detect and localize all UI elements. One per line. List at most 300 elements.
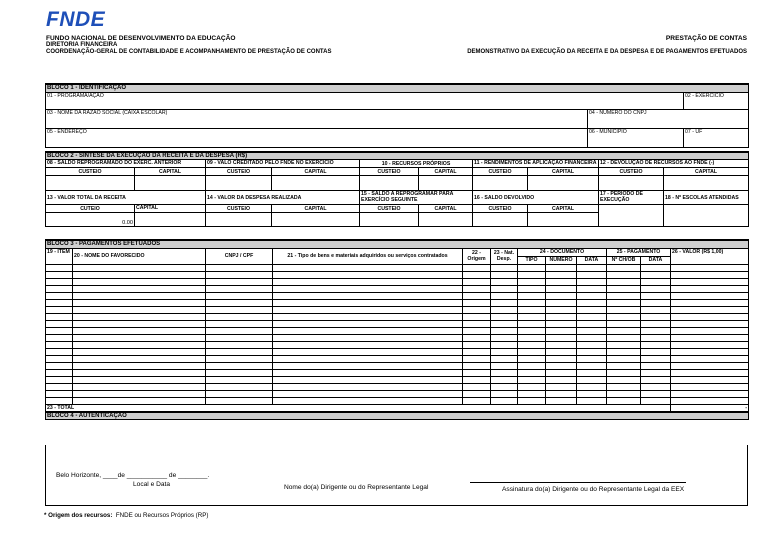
input-cell[interactable]: [272, 213, 360, 227]
custeio-label: CUSTEIO: [599, 168, 664, 176]
table-cell[interactable]: [671, 313, 749, 320]
input-cell[interactable]: [528, 213, 599, 227]
table-cell[interactable]: [206, 369, 273, 376]
table-cell[interactable]: [206, 285, 273, 292]
table-cell[interactable]: [46, 376, 73, 383]
table-cell[interactable]: [671, 292, 749, 299]
table-row: [46, 271, 749, 278]
table-cell[interactable]: [206, 299, 273, 306]
table-cell[interactable]: [463, 327, 491, 334]
table-cell[interactable]: [73, 362, 206, 369]
table-cell[interactable]: [206, 355, 273, 362]
table-cell[interactable]: [73, 369, 206, 376]
table-cell[interactable]: [546, 278, 577, 285]
table-cell[interactable]: [577, 383, 607, 390]
table-row: [46, 334, 749, 341]
table-cell[interactable]: [518, 390, 546, 397]
table-cell[interactable]: [546, 334, 577, 341]
table-cell[interactable]: [546, 264, 577, 271]
table-cell[interactable]: [273, 271, 463, 278]
table-cell[interactable]: [518, 292, 546, 299]
table-cell[interactable]: [546, 397, 577, 404]
table-cell[interactable]: [577, 397, 607, 404]
table-cell[interactable]: [546, 362, 577, 369]
table-cell[interactable]: [518, 306, 546, 313]
table-cell[interactable]: [463, 390, 491, 397]
table-cell[interactable]: [273, 299, 463, 306]
table-cell[interactable]: [607, 299, 641, 306]
table-cell[interactable]: [607, 264, 641, 271]
table-cell[interactable]: [546, 292, 577, 299]
table-cell[interactable]: [463, 355, 491, 362]
table-cell[interactable]: [518, 397, 546, 404]
table-cell[interactable]: [641, 376, 671, 383]
table-cell[interactable]: [607, 313, 641, 320]
table-cell[interactable]: [463, 292, 491, 299]
table-cell[interactable]: [518, 334, 546, 341]
table-cell[interactable]: [518, 376, 546, 383]
table-cell[interactable]: [577, 327, 607, 334]
table-row: [46, 327, 749, 334]
table-cell[interactable]: [46, 383, 73, 390]
table-cell[interactable]: [518, 264, 546, 271]
table-cell[interactable]: [546, 376, 577, 383]
table-cell[interactable]: [671, 271, 749, 278]
table-cell[interactable]: [463, 264, 491, 271]
input-periodo[interactable]: [599, 205, 664, 227]
table-cell[interactable]: [206, 292, 273, 299]
table-cell[interactable]: [46, 355, 73, 362]
table-cell[interactable]: [607, 383, 641, 390]
table-cell[interactable]: [577, 341, 607, 348]
field-exercicio[interactable]: 02 - EXERCÍCIO: [684, 92, 749, 109]
table-cell[interactable]: [671, 348, 749, 355]
table-cell[interactable]: [641, 299, 671, 306]
table-cell[interactable]: [641, 390, 671, 397]
table-cell[interactable]: [206, 306, 273, 313]
table-cell[interactable]: [463, 383, 491, 390]
table-cell[interactable]: [206, 362, 273, 369]
input-cell[interactable]: [599, 176, 664, 191]
table-cell[interactable]: [73, 383, 206, 390]
table-cell[interactable]: [518, 327, 546, 334]
table-cell[interactable]: [73, 306, 206, 313]
table-cell[interactable]: [273, 306, 463, 313]
table-cell[interactable]: [671, 285, 749, 292]
f13-total-receita: 13 - VALOR TOTAL DA RECEITA: [46, 191, 206, 205]
table-cell[interactable]: [577, 271, 607, 278]
table-row: [46, 355, 749, 362]
input-cell[interactable]: [528, 176, 599, 191]
table-cell[interactable]: [463, 334, 491, 341]
table-cell[interactable]: [73, 341, 206, 348]
table-cell[interactable]: [491, 376, 518, 383]
capital-label: CAPITAL: [135, 205, 206, 213]
input-cell[interactable]: [664, 176, 749, 191]
table-cell[interactable]: [671, 278, 749, 285]
table-cell[interactable]: [546, 327, 577, 334]
input-cell[interactable]: [473, 176, 528, 191]
table-cell[interactable]: [607, 327, 641, 334]
signature-line: [470, 482, 686, 483]
table-cell[interactable]: [273, 369, 463, 376]
table-cell[interactable]: [46, 313, 73, 320]
table-cell[interactable]: [546, 285, 577, 292]
table-cell[interactable]: [206, 271, 273, 278]
table-cell[interactable]: [546, 390, 577, 397]
table-cell[interactable]: [546, 306, 577, 313]
table-cell[interactable]: [463, 362, 491, 369]
table-cell[interactable]: [577, 299, 607, 306]
table-cell[interactable]: [671, 334, 749, 341]
table-cell[interactable]: [46, 341, 73, 348]
input-cell[interactable]: [206, 213, 272, 227]
table-cell[interactable]: [491, 264, 518, 271]
input-cell[interactable]: [360, 176, 419, 191]
table-row: [46, 383, 749, 390]
table-cell[interactable]: [546, 320, 577, 327]
f09-valor-creditado: 09 - VALO CREDITADO PELO FNDE NO EXERCÍCIO: [206, 160, 360, 168]
table-cell[interactable]: [273, 390, 463, 397]
table-cell[interactable]: [577, 355, 607, 362]
table-cell[interactable]: [463, 306, 491, 313]
table-cell[interactable]: [641, 292, 671, 299]
input-cell[interactable]: [46, 176, 135, 191]
field-endereco[interactable]: 05 - ENDEREÇO: [46, 128, 588, 147]
table-cell[interactable]: [273, 292, 463, 299]
table-cell[interactable]: [206, 383, 273, 390]
table-cell[interactable]: [73, 327, 206, 334]
table-cell[interactable]: [518, 355, 546, 362]
table-cell[interactable]: [671, 369, 749, 376]
input-cell[interactable]: [135, 176, 206, 191]
table-cell[interactable]: [491, 306, 518, 313]
table-cell[interactable]: [46, 390, 73, 397]
table-cell[interactable]: [641, 334, 671, 341]
table-cell[interactable]: [641, 327, 671, 334]
table-cell[interactable]: [463, 313, 491, 320]
table-cell[interactable]: [463, 271, 491, 278]
table-cell[interactable]: [46, 271, 73, 278]
table-cell[interactable]: [546, 341, 577, 348]
table-cell[interactable]: [518, 348, 546, 355]
table-cell[interactable]: [546, 313, 577, 320]
f17-periodo-execucao: 17 - PERÍODO DE EXECUÇÃO: [599, 191, 664, 205]
table-cell[interactable]: [46, 264, 73, 271]
table-cell[interactable]: [206, 278, 273, 285]
table-row: [46, 278, 749, 285]
table-cell[interactable]: [607, 348, 641, 355]
table-cell[interactable]: [641, 383, 671, 390]
table-cell[interactable]: [491, 299, 518, 306]
table-cell[interactable]: [273, 362, 463, 369]
table-cell[interactable]: [491, 397, 518, 404]
table-cell[interactable]: [73, 320, 206, 327]
table-cell[interactable]: [641, 369, 671, 376]
table-cell[interactable]: [607, 355, 641, 362]
field-razao-social[interactable]: 03 - NOME DA RAZÃO SOCIAL (CAIXA ESCOLAR): [46, 109, 588, 128]
table-cell[interactable]: [577, 348, 607, 355]
table-cell[interactable]: [491, 390, 518, 397]
input-cell[interactable]: [419, 176, 473, 191]
table-cell[interactable]: [641, 306, 671, 313]
table-cell[interactable]: [491, 278, 518, 285]
table-cell[interactable]: [607, 369, 641, 376]
custeio-label: CUSTEIO: [206, 168, 272, 176]
table-cell[interactable]: [671, 397, 749, 404]
table-row: [46, 376, 749, 383]
table-cell[interactable]: [46, 306, 73, 313]
table-cell[interactable]: [491, 285, 518, 292]
table-cell[interactable]: [463, 341, 491, 348]
table-cell[interactable]: [641, 341, 671, 348]
table-cell[interactable]: [518, 313, 546, 320]
table-cell[interactable]: [463, 278, 491, 285]
table-cell[interactable]: [46, 278, 73, 285]
table-cell[interactable]: [491, 383, 518, 390]
table-cell[interactable]: [273, 320, 463, 327]
table-cell[interactable]: [641, 397, 671, 404]
table-cell[interactable]: [518, 285, 546, 292]
table-cell[interactable]: [206, 348, 273, 355]
total-custeio-value[interactable]: 0.00: [46, 213, 135, 227]
table-cell[interactable]: [546, 348, 577, 355]
input-cell[interactable]: [135, 213, 206, 227]
table-cell[interactable]: [577, 306, 607, 313]
table-cell[interactable]: [607, 278, 641, 285]
table-cell[interactable]: [671, 320, 749, 327]
table-cell[interactable]: [206, 327, 273, 334]
col-nat-desp: 23 - Nat. Desp.: [491, 248, 518, 264]
table-cell[interactable]: [546, 299, 577, 306]
table-cell[interactable]: [73, 334, 206, 341]
table-cell[interactable]: [273, 341, 463, 348]
table-cell[interactable]: [46, 285, 73, 292]
f10-recursos-proprios: 10 - RECURSOS PRÓPRIOS: [360, 160, 473, 168]
table-cell[interactable]: [491, 320, 518, 327]
table-cell[interactable]: [206, 334, 273, 341]
table-cell[interactable]: [607, 376, 641, 383]
signature-label: Assinatura do(a) Dirigente ou do Representante Legal da EEX: [502, 486, 685, 493]
table-cell[interactable]: [46, 348, 73, 355]
table-cell[interactable]: [607, 271, 641, 278]
custeio-label: CUSTEIO: [473, 205, 528, 213]
table-cell[interactable]: [641, 313, 671, 320]
table-cell[interactable]: [206, 320, 273, 327]
table-cell[interactable]: [73, 264, 206, 271]
table-cell[interactable]: [46, 292, 73, 299]
table-cell[interactable]: [641, 285, 671, 292]
table-cell[interactable]: [463, 369, 491, 376]
bloco4-title: BLOCO 4 - AUTENTICAÇÃO: [46, 412, 749, 420]
input-cell[interactable]: [473, 213, 528, 227]
col-origem: 22 - Origem: [463, 248, 491, 264]
table-cell[interactable]: [671, 327, 749, 334]
table-cell[interactable]: [491, 341, 518, 348]
table-cell[interactable]: [518, 341, 546, 348]
field-uf[interactable]: 07 - UF: [684, 128, 749, 147]
table-cell[interactable]: [273, 397, 463, 404]
table-cell[interactable]: [46, 397, 73, 404]
table-cell[interactable]: [273, 264, 463, 271]
table-cell[interactable]: [206, 376, 273, 383]
col-doc-tipo: TIPO: [518, 256, 546, 264]
table-cell[interactable]: [46, 327, 73, 334]
table-cell[interactable]: [671, 362, 749, 369]
col-doc-data: DATA: [577, 256, 607, 264]
table-cell[interactable]: [641, 348, 671, 355]
table-cell[interactable]: [73, 313, 206, 320]
table-cell[interactable]: [73, 390, 206, 397]
input-cell[interactable]: [419, 213, 473, 227]
document-subtitle: DEMONSTRATIVO DA EXECUÇÃO DA RECEITA E DA DESPESA E DE PAGAMENTOS EFETUADOS: [467, 49, 747, 55]
table-cell[interactable]: [577, 369, 607, 376]
table-cell[interactable]: [671, 306, 749, 313]
table-cell[interactable]: [577, 390, 607, 397]
table-cell[interactable]: [607, 362, 641, 369]
table-cell[interactable]: [206, 341, 273, 348]
table-cell[interactable]: [273, 278, 463, 285]
table-cell[interactable]: [206, 313, 273, 320]
table-cell[interactable]: [607, 292, 641, 299]
table-cell[interactable]: [518, 369, 546, 376]
table-cell[interactable]: [577, 278, 607, 285]
table-cell[interactable]: [73, 355, 206, 362]
table-cell[interactable]: [73, 299, 206, 306]
table-cell[interactable]: [607, 306, 641, 313]
table-cell[interactable]: [273, 348, 463, 355]
table-row: [46, 348, 749, 355]
table-row: [46, 292, 749, 299]
table-cell[interactable]: [671, 299, 749, 306]
table-cell[interactable]: [73, 278, 206, 285]
field-cnpj[interactable]: 04 - NÚMERO DO CNPJ: [588, 109, 749, 128]
place-date-field[interactable]: Belo Horizonte, ____de ___________ de ________.: [56, 472, 210, 479]
table-cell[interactable]: [463, 285, 491, 292]
table-row: [46, 285, 749, 292]
table-cell[interactable]: [273, 383, 463, 390]
table-cell[interactable]: [671, 383, 749, 390]
table-cell[interactable]: [546, 355, 577, 362]
table-cell[interactable]: [607, 320, 641, 327]
table-cell[interactable]: [641, 271, 671, 278]
table-cell[interactable]: [73, 348, 206, 355]
field-municipio[interactable]: 06 - MUNICÍPIO: [588, 128, 684, 147]
table-cell[interactable]: [671, 355, 749, 362]
table-cell[interactable]: [607, 285, 641, 292]
table-cell[interactable]: [577, 292, 607, 299]
input-cell[interactable]: [206, 176, 272, 191]
table-cell[interactable]: [463, 397, 491, 404]
table-cell[interactable]: [491, 313, 518, 320]
table-cell[interactable]: [491, 369, 518, 376]
table-cell[interactable]: [577, 320, 607, 327]
table-cell[interactable]: [518, 271, 546, 278]
table-cell[interactable]: [463, 320, 491, 327]
f16-saldo-devolvido: 16 - SALDO DEVOLVIDO: [473, 191, 599, 205]
table-cell[interactable]: [273, 334, 463, 341]
table-cell[interactable]: [607, 390, 641, 397]
table-cell[interactable]: [518, 278, 546, 285]
table-cell[interactable]: [46, 334, 73, 341]
table-cell[interactable]: [641, 362, 671, 369]
table-cell[interactable]: [273, 285, 463, 292]
capital-label: CAPITAL: [272, 205, 360, 213]
table-cell[interactable]: [46, 369, 73, 376]
table-cell[interactable]: [491, 292, 518, 299]
input-escolas[interactable]: [664, 205, 749, 227]
table-cell[interactable]: [546, 271, 577, 278]
table-cell[interactable]: [641, 355, 671, 362]
table-cell[interactable]: [491, 348, 518, 355]
table-cell[interactable]: [273, 327, 463, 334]
table-cell[interactable]: [671, 341, 749, 348]
table-cell[interactable]: [546, 383, 577, 390]
field-programa-acao[interactable]: 01 - PROGRAMA/AÇÃO: [46, 92, 684, 109]
table-cell[interactable]: [671, 390, 749, 397]
table-cell[interactable]: [273, 376, 463, 383]
table-cell[interactable]: [518, 362, 546, 369]
table-cell[interactable]: [577, 362, 607, 369]
document-title: PRESTAÇÃO DE CONTAS: [665, 35, 747, 42]
table-cell[interactable]: [671, 376, 749, 383]
table-cell[interactable]: [491, 334, 518, 341]
table-cell[interactable]: [577, 264, 607, 271]
table-cell[interactable]: [206, 390, 273, 397]
table-cell[interactable]: [671, 264, 749, 271]
table-cell[interactable]: [206, 397, 273, 404]
table-cell[interactable]: [577, 376, 607, 383]
table-cell[interactable]: [73, 376, 206, 383]
col-pag-data: DATA: [641, 256, 671, 264]
input-cell[interactable]: [360, 213, 419, 227]
table-cell[interactable]: [518, 383, 546, 390]
table-cell[interactable]: [46, 362, 73, 369]
table-cell[interactable]: [518, 320, 546, 327]
input-cell[interactable]: [272, 176, 360, 191]
table-cell[interactable]: [491, 355, 518, 362]
table-cell[interactable]: [491, 271, 518, 278]
table-cell[interactable]: [73, 285, 206, 292]
table-cell[interactable]: [577, 334, 607, 341]
table-cell[interactable]: [641, 264, 671, 271]
table-cell[interactable]: [491, 327, 518, 334]
table-cell[interactable]: [607, 341, 641, 348]
table-cell[interactable]: [546, 369, 577, 376]
table-cell[interactable]: [46, 320, 73, 327]
table-cell[interactable]: [518, 299, 546, 306]
table-cell[interactable]: [73, 271, 206, 278]
table-cell[interactable]: [206, 264, 273, 271]
table-cell[interactable]: [577, 285, 607, 292]
table-cell[interactable]: [463, 376, 491, 383]
f15-saldo-reprogramar: 15 - SALDO A REPROGRAMAR PARA EXERCÍCIO SEGUINTE: [360, 191, 473, 205]
table-cell[interactable]: [641, 278, 671, 285]
table-cell[interactable]: [491, 362, 518, 369]
table-cell[interactable]: [46, 299, 73, 306]
table-cell[interactable]: [607, 334, 641, 341]
table-cell[interactable]: [73, 292, 206, 299]
table-cell[interactable]: [463, 348, 491, 355]
table-cell[interactable]: [273, 313, 463, 320]
table-cell[interactable]: [273, 355, 463, 362]
table-cell[interactable]: [577, 313, 607, 320]
table-cell[interactable]: [463, 299, 491, 306]
table-cell[interactable]: [73, 397, 206, 404]
table-cell[interactable]: [641, 320, 671, 327]
table-cell[interactable]: [607, 397, 641, 404]
capital-label: CAPITAL: [664, 168, 749, 176]
